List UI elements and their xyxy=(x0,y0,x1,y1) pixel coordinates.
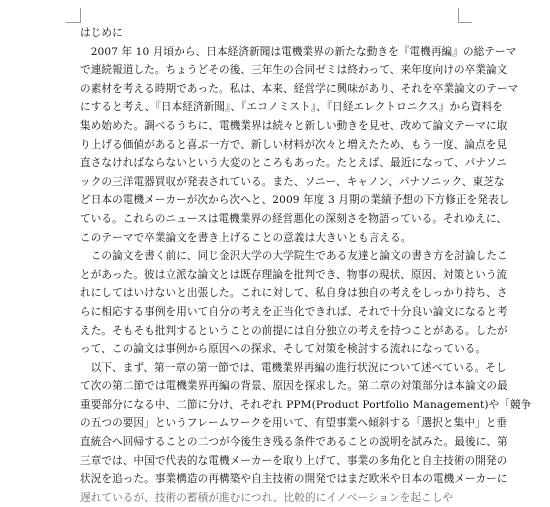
text-line: この論文を書く前に、同じ金沢大学の大学院生である友達と論文の書き方を討論したこ xyxy=(80,250,508,263)
crop-mark-top-right xyxy=(458,22,472,23)
text-line: の素材を考える時期であった。私は、本来、経営学に興味があり、それを卒業論文のテーマ xyxy=(80,82,519,95)
text-line: 2007 年 10 月頃から、日本経済新聞は電機業界の新たな動きを『電機再編』の総テーマ xyxy=(80,45,517,58)
text-line: り上げる価値があると喜ぶ一方で、新しい材料が次々と増えたため、もう一度、論点を見 xyxy=(80,138,508,151)
crop-mark-top-left xyxy=(66,22,80,23)
text-line: このテーマで卒業論文を書き上げることの意義は大きいとも言える。 xyxy=(80,231,412,244)
crop-mark-top-right xyxy=(458,8,459,23)
text-line: って、この論文は事例から原因への探求、そして対策を検討する流れになっている。 xyxy=(80,343,487,356)
text-line: 三章では、中国で代表的な電機メーカーを取り上げて、事業の多角化と自主技術の開発の xyxy=(80,454,508,467)
text-line: えた。そもそも批判するということの前提には自分独立の考えを持つことがある。したが xyxy=(80,324,508,337)
section-heading: はじめに xyxy=(80,27,123,39)
text-line: の五つの要因」というフレームワークを用いて、有望事業へ傾斜する「選択と集中」と垂 xyxy=(80,417,508,430)
text-line: 遅れているが、技術の蓄積が進むにつれ、比較的にイノベーションを起こしや xyxy=(80,491,454,504)
text-line: て次の第二節では電機業界再編の背景、原因を探求した。第二章の対策部分は本論文の最 xyxy=(80,380,508,393)
text-line: ックの三洋電器買収が発表されている。また、ソニー、キャノン、パナソニック、東芝な xyxy=(80,175,505,188)
text-line: らに相応する事例を用いて自分の考えを正当化できれば、それで十分良い論文になると考 xyxy=(80,305,508,318)
text-line: ている。これらのニュースは電機業界の経営悪化の深刻さを物語っている。それゆえに、 xyxy=(80,212,508,225)
text-line: にすると考え、『日本経済新聞』、『エコノミスト』、『日経エレクトロニクス』から資料を xyxy=(80,101,503,114)
text-line: とがあった。彼は立派な論文とは既存理論を批判でき、物事の現状、原因、対策という流 xyxy=(80,268,508,281)
text-line: で連続報道した。ちょうどその後、三年生の合同ゼミは終わって、来年度向けの卒業論文 xyxy=(80,64,508,77)
text-line: 重要部分になる中、二節に分け、それぞれ PPM(Product Portfolio Management)や「競争 xyxy=(80,398,532,411)
text-line: ど日本の電機メーカーが次から次へと、2009 年度 3 月期の業績予想の下方修正を発表し xyxy=(80,194,510,207)
crop-mark-top-left xyxy=(80,8,81,23)
text-line: 集め始めた。調べるうちに、電機業界は続々と新しい動きを見せ、改めて論文テーマに取 xyxy=(80,119,508,132)
text-line: 以下、まず、第一章の第一節では、電機業界再編の進行状況について述べている。そし xyxy=(80,361,507,374)
text-line: れにしてはいけないと出張した。これに対して、私自身は独自の考えをしっかり持ち、さ xyxy=(80,287,508,300)
text-line: 直さなければならないという大変のところもあった。たとえば、最近になって、パナソニ xyxy=(80,157,508,170)
document-body xyxy=(80,24,532,507)
text-line: 直統合へ回帰することの二つが今後生き残る条件であることの説明を試みた。最後に、第 xyxy=(80,436,508,449)
text-line: 状況を追った。事業構造の再構築や自主技術の開発ではまだ欧米や日本の電機メーカーに xyxy=(80,473,508,486)
